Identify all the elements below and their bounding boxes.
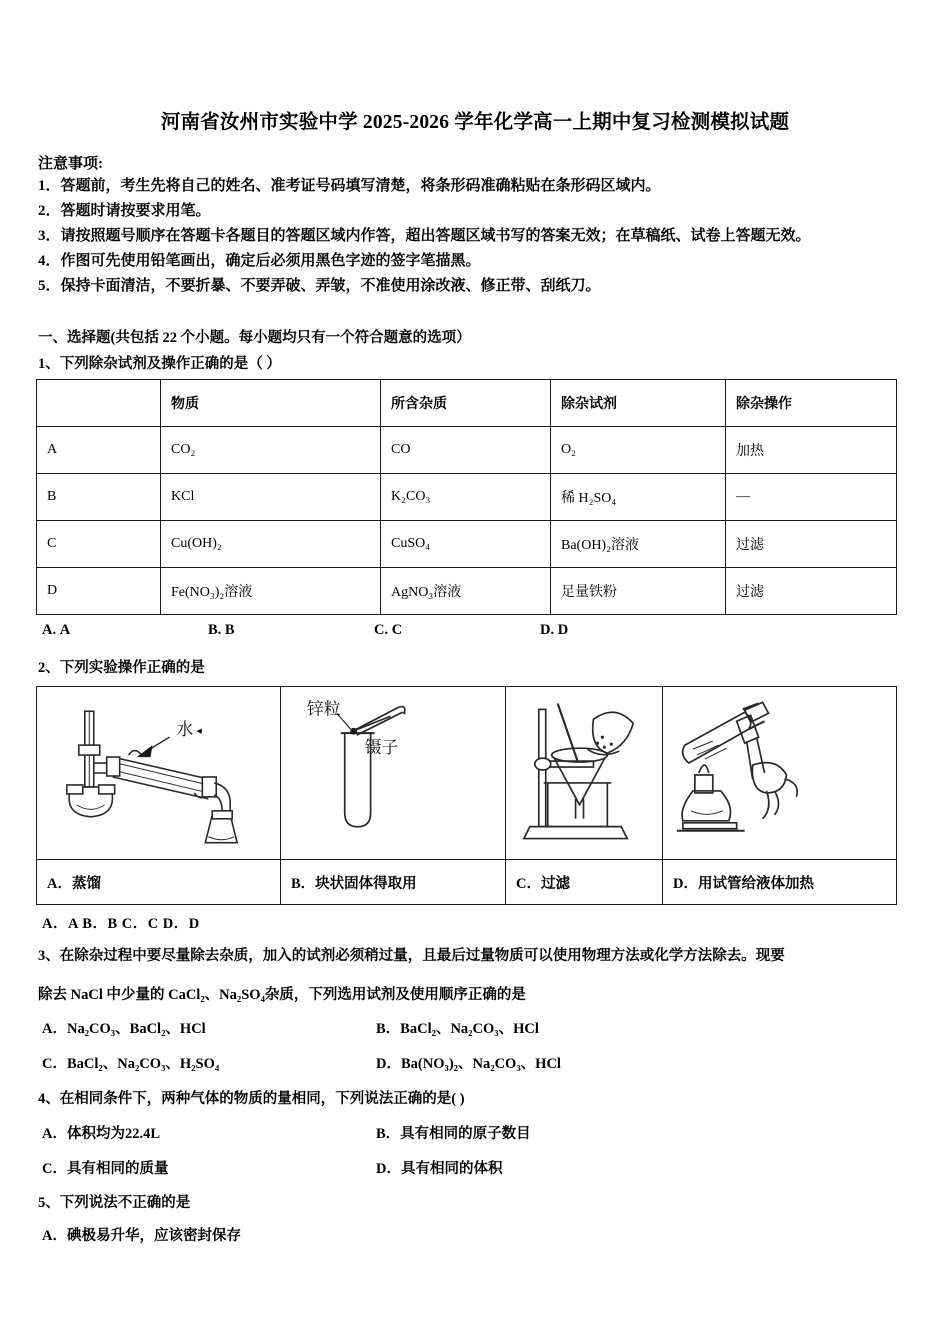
table-header-row (37, 380, 897, 427)
notice-item: 3．请按照题号顺序在答题卡各题目的答题区域内作答，超出答题区域书写的答案无效；在草稿纸、试卷上答题无效。 (38, 228, 811, 244)
option-d[interactable]: D．具有相同的体积 (376, 1161, 503, 1177)
figure-cell-filtration (506, 687, 663, 860)
table-row (37, 521, 897, 568)
option-a[interactable]: A．Na₂CO₃、BaCl₂、HCl (42, 1021, 206, 1037)
notice-heading: 注意事项: (38, 156, 103, 172)
cell-substance: KCl (161, 474, 381, 521)
question-4-stem: 4、在相同条件下，两种气体的物质的量相同，下列说法正确的是( ) (38, 1091, 465, 1107)
figure-annotation-water: 水 (176, 720, 194, 740)
question-5-stem: 5、下列说法不正确的是 (38, 1195, 191, 1211)
figure-caption-c: C．过滤 (506, 860, 663, 905)
figure-annotation-tweezers: 镊子 (364, 738, 399, 758)
option-b[interactable]: B．BaCl₂、Na₂CO₃、HCl (376, 1021, 539, 1037)
cell-operation: — (726, 474, 897, 521)
option-b[interactable]: B．具有相同的原子数目 (376, 1126, 531, 1142)
option-a[interactable]: A．体积均为22.4L (42, 1126, 161, 1142)
table-row (37, 474, 897, 521)
row-label: A (37, 427, 161, 474)
notice-item: 1．答题前，考生先将自己的姓名、准考证号码填写清楚，将条形码准确粘贴在条形码区域内。 (38, 178, 661, 194)
figure-cell-heating (663, 687, 897, 860)
impurity-removal-table (36, 379, 897, 615)
test-tube-heating-figure (663, 687, 896, 859)
table-header-cell (37, 380, 161, 427)
figure-annotation-zinc: 锌粒 (306, 699, 341, 719)
table-header-cell: 除杂操作 (726, 380, 897, 427)
cell-operation: 加热 (726, 427, 897, 474)
notice-list (38, 174, 928, 299)
option-d[interactable]: D. D (540, 622, 569, 638)
page-title: 河南省汝州市实验中学 2025-2026 学年化学高一上期中复习检测模拟试题 (160, 112, 790, 133)
cell-operation: 过滤 (726, 568, 897, 615)
section-heading: 一、选择题(共包括 22 个小题。每小题均只有一个符合题意的选项） (38, 330, 471, 346)
figure-cell-distillation (37, 687, 281, 860)
cell-impurity: CuSO₄ (381, 521, 551, 568)
cell-reagent: Ba(OH)₂溶液 (551, 521, 726, 568)
distillation-apparatus-figure (37, 687, 280, 859)
cell-substance: Cu(OH)₂ (161, 521, 381, 568)
test-tube-tweezers-figure (281, 687, 505, 859)
cell-impurity: CO (381, 427, 551, 474)
question-5-option-a[interactable]: A．碘极易升华，应该密封保存 (42, 1228, 241, 1244)
table-row (37, 427, 897, 474)
table-header-cell: 物质 (161, 380, 381, 427)
cell-substance: CO₂ (161, 427, 381, 474)
cell-impurity: AgNO₃溶液 (381, 568, 551, 615)
option-c[interactable]: C．具有相同的质量 (42, 1161, 169, 1177)
row-label: D (37, 568, 161, 615)
question-2-options[interactable]: A．A B．B C．C D．D (42, 916, 200, 932)
figure-caption-a: A．蒸馏 (37, 860, 281, 905)
notice-item: 2．答题时请按要求用笔。 (38, 203, 211, 219)
notice-item: 5．保持卡面清洁，不要折暴、不要弄破、弄皱，不准使用涂改液、修正带、刮纸刀。 (38, 278, 601, 294)
filtration-funnel-figure (506, 687, 662, 859)
cell-substance: Fe(NO₃)₂溶液 (161, 568, 381, 615)
option-b[interactable]: B. B (208, 622, 235, 638)
figure-captions-row (37, 860, 897, 905)
cell-operation: 过滤 (726, 521, 897, 568)
table-row (37, 568, 897, 615)
option-d[interactable]: D．Ba(NO₃)₂、Na₂CO₃、HCl (376, 1056, 561, 1072)
row-label: B (37, 474, 161, 521)
table-header-cell: 所含杂质 (381, 380, 551, 427)
option-c[interactable]: C．BaCl₂、Na₂CO₃、H₂SO₄ (42, 1056, 220, 1072)
question-2-stem: 2、下列实验操作正确的是 (38, 660, 205, 676)
table-header-cell: 除杂试剂 (551, 380, 726, 427)
figure-cell-tweezers (281, 687, 506, 860)
question-3-stem-line-2: 除去 NaCl 中少量的 CaCl₂、Na₂SO₄杂质，下列选用试剂及使用顺序正确的是 (38, 987, 526, 1003)
figure-caption-d: D．用试管给液体加热 (663, 860, 897, 905)
experiment-figures-table (36, 686, 897, 905)
cell-impurity: K₂CO₃ (381, 474, 551, 521)
cell-reagent: O₂ (551, 427, 726, 474)
figure-caption-b: B．块状固体得取用 (281, 860, 506, 905)
notice-item: 4．作图可先使用铅笔画出，确定后必须用黑色字迹的签字笔描黑。 (38, 253, 481, 269)
svg-text:◂: ◂ (196, 725, 202, 738)
option-a[interactable]: A. A (42, 622, 71, 638)
option-c[interactable]: C. C (374, 622, 403, 638)
figures-row (37, 687, 897, 860)
cell-reagent: 稀 H₂SO₄ (551, 474, 726, 521)
row-label: C (37, 521, 161, 568)
question-3-stem-line-1: 3、在除杂过程中要尽量除去杂质，加入的试剂必须稍过量，且最后过量物质可以使用物理方法或化学方法除去。现要 (38, 948, 785, 964)
cell-reagent: 足量铁粉 (551, 568, 726, 615)
question-1-stem: 1、下列除杂试剂及操作正确的是（ ） (38, 356, 281, 372)
